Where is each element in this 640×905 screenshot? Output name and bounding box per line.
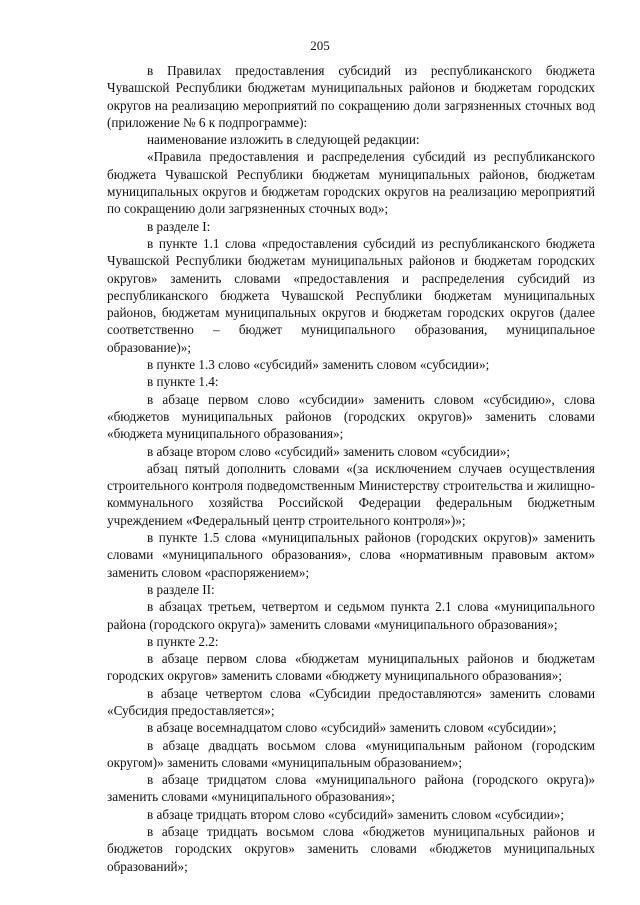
paragraph: в пункте 1.1 слова «предоставления субсидий из республиканского бюджета Чувашской Республики бюджетам муниципальных районов и бюджетам городских округов» заменить словами «предоставления и распределения субсидий из республиканского бюджета Чувашской Республики бюджетам муниципальных районов, бюджетам муниципальных округов и бюджетам городских округов (далее соответственно – бюджет муниципального образования, муниципальное образование)»; <box>107 235 595 355</box>
paragraph: в разделе I: <box>147 218 211 234</box>
paragraph: абзац пятый дополнить словами «(за исключением случаев осуществления строительного контроля подведомственным Министерству строительства и жилищно-коммунального хозяйства Российской Федерации федеральным бюджетным учреждением «Федеральный центр строительного контроля»)»; <box>107 460 595 528</box>
paragraph: в абзаце восемнадцатом слово «субсидий» заменить словом «субсидии»; <box>147 720 557 736</box>
paragraph: в абзаце тридцать восьмом слова «бюджетов муниципальных районов и бюджетов городских округов» заменить словами «бюджетов муниципальных образований»; <box>107 824 595 874</box>
paragraph: в пункте 1.4: <box>147 374 219 390</box>
paragraph: в абзацах третьем, четвертом и седьмом пункта 2.1 слова «муниципального района (городского округа)» заменить словами «муниципального образования»; <box>107 599 595 632</box>
page-number: 205 <box>310 38 330 53</box>
document-body <box>107 62 595 875</box>
paragraph: в Правилах предоставления субсидий из республиканского бюджета Чувашской Республики бюджетам муниципальных районов и бюджетам городских округов на реализацию мероприятий по сокращению доли загрязненных сточных вод (приложение № 6 к подпрограмме): <box>107 63 595 130</box>
paragraph: наименование изложить в следующей редакции: <box>147 132 420 148</box>
paragraph: «Правила предоставления и распределения субсидий из республиканского бюджета Чувашской Республики бюджетам муниципальных районов, бюджетам муниципальных округов и бюджетам городских округов на реализацию мероприятий по сокращению доли загрязненных сточных вод»; <box>107 149 595 217</box>
paragraph: в пункте 1.3 слово «субсидий» заменить словом «субсидии»; <box>147 357 490 373</box>
paragraph: в абзаце первом слова «бюджетам муниципальных районов и бюджетам городских округов» заменить словами «бюджету муниципального образования»; <box>107 651 595 684</box>
paragraph: в пункте 2.2: <box>147 633 219 649</box>
paragraph: в пункте 1.5 слова «муниципальных районов (городских округов)» заменить словами «муниципального образования», слова «нормативным правовым актом» заменить словом «распоряжением»; <box>107 530 595 580</box>
paragraph: в абзаце двадцать восьмом слова «муниципальным районом (городским округом)» заменить словами «муниципальным образованием»; <box>107 737 595 770</box>
paragraph: в абзаце тридцатом слова «муниципального района (городского округа)» заменить словами «муниципального образования»; <box>107 772 595 805</box>
paragraph: в разделе II: <box>147 581 215 597</box>
paragraph: в абзаце втором слово «субсидий» заменить словом «субсидии»; <box>147 443 511 459</box>
paragraph: в абзаце четвертом слова «Субсидии предоставляются» заменить словами «Субсидия предоставляется»; <box>107 685 595 718</box>
paragraph: в абзаце тридцать втором слово «субсидий» заменить словом «субсидии»; <box>147 806 565 822</box>
paragraph: в абзаце первом слово «субсидии» заменить словом «субсидию», слова «бюджетов муниципальных районов (городских округов)» заменить словами «бюджета муниципального образования»; <box>107 391 595 442</box>
